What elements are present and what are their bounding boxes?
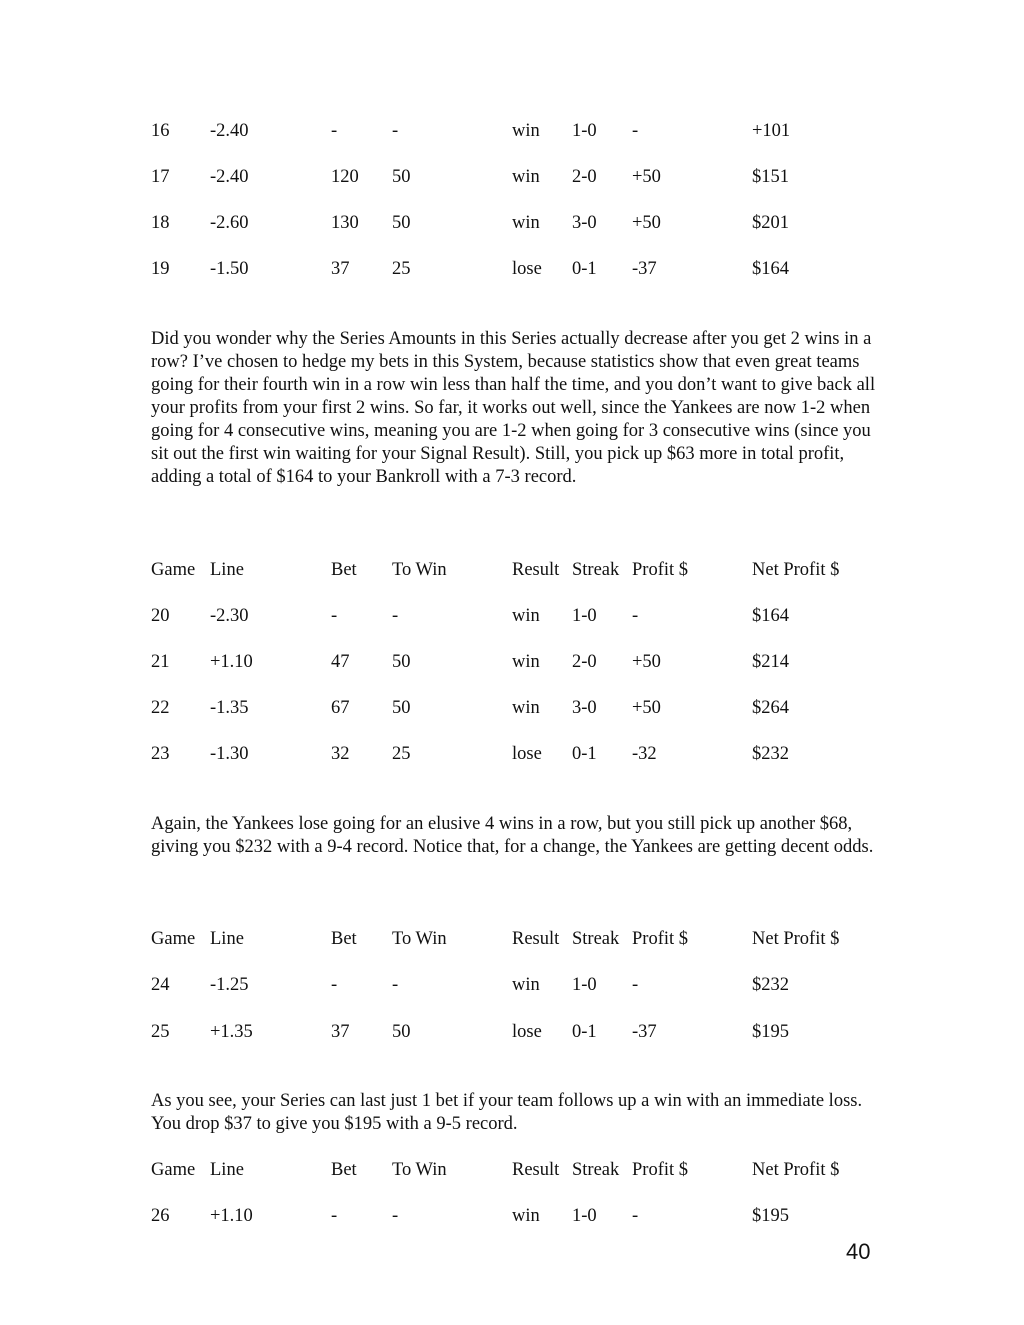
bet-cell: 130: [331, 213, 359, 233]
profit-cell: -37: [632, 1022, 657, 1042]
line-cell: -2.30: [210, 606, 249, 626]
to-win-cell: -: [392, 1206, 399, 1226]
header-to-win: To Win: [392, 560, 447, 580]
profit-cell: +50: [632, 167, 661, 187]
header-streak: Streak: [572, 929, 620, 949]
header-streak: Streak: [572, 560, 620, 580]
game-cell: 19: [151, 259, 170, 279]
net-profit-cell: $195: [752, 1022, 789, 1042]
bet-cell: 37: [331, 1022, 350, 1042]
game-cell: 26: [151, 1206, 170, 1226]
result-cell: win: [512, 975, 540, 995]
result-cell: win: [512, 652, 540, 672]
game-cell: 25: [151, 1022, 170, 1042]
to-win-cell: -: [392, 121, 399, 141]
header-result: Result: [512, 1160, 560, 1180]
to-win-cell: 25: [392, 259, 411, 279]
net-profit-cell: $232: [752, 744, 789, 764]
bet-cell: -: [331, 975, 338, 995]
game-cell: 20: [151, 606, 170, 626]
header-result: Result: [512, 929, 560, 949]
table-row: [151, 257, 891, 281]
to-win-cell: -: [392, 606, 399, 626]
net-profit-cell: $164: [752, 606, 789, 626]
net-profit-cell: $151: [752, 167, 789, 187]
streak-cell: 3-0: [572, 213, 597, 233]
body-paragraph: As you see, your Series can last just 1 bet if your team follows up a win with an immediate loss. You drop $37 to give you $195 with a 9-5 record.: [151, 1091, 863, 1134]
bet-cell: 47: [331, 652, 350, 672]
line-cell: -2.40: [210, 121, 249, 141]
game-cell: 23: [151, 744, 170, 764]
page-number: 40: [846, 1239, 871, 1264]
net-profit-cell: $201: [752, 213, 789, 233]
game-cell: 22: [151, 698, 170, 718]
header-game: Game: [151, 1160, 196, 1180]
profit-cell: -: [632, 975, 639, 995]
result-cell: win: [512, 213, 540, 233]
header-net-profit: Net Profit $: [752, 929, 840, 949]
body-paragraph: Again, the Yankees lose going for an elusive 4 wins in a row, but you still pick up another $68, giving you $232 with a 9-4 record. Notice that, for a change, the Yankees are getting decent odds.: [151, 814, 874, 857]
header-streak: Streak: [572, 1160, 620, 1180]
table-row: [151, 742, 891, 766]
table-row: [151, 650, 891, 674]
header-bet: Bet: [331, 560, 357, 580]
header-profit: Profit $: [632, 1160, 689, 1180]
to-win-cell: 25: [392, 744, 411, 764]
streak-cell: 1-0: [572, 121, 597, 141]
game-cell: 21: [151, 652, 170, 672]
net-profit-cell: $214: [752, 652, 789, 672]
header-profit: Profit $: [632, 560, 689, 580]
result-cell: lose: [512, 1022, 542, 1042]
bet-cell: -: [331, 606, 338, 626]
header-game: Game: [151, 560, 196, 580]
header-result: Result: [512, 560, 560, 580]
table-header-row: [151, 927, 891, 951]
table-row: [151, 165, 891, 189]
bet-cell: 37: [331, 259, 350, 279]
game-cell: 16: [151, 121, 170, 141]
streak-cell: 0-1: [572, 1022, 597, 1042]
header-to-win: To Win: [392, 929, 447, 949]
net-profit-cell: $164: [752, 259, 789, 279]
header-bet: Bet: [331, 1160, 357, 1180]
header-to-win: To Win: [392, 1160, 447, 1180]
result-cell: lose: [512, 259, 542, 279]
streak-cell: 1-0: [572, 606, 597, 626]
to-win-cell: 50: [392, 698, 411, 718]
bet-cell: -: [331, 121, 338, 141]
table-row: [151, 211, 891, 235]
line-cell: -1.30: [210, 744, 249, 764]
line-cell: -1.35: [210, 698, 249, 718]
streak-cell: 2-0: [572, 652, 597, 672]
header-profit: Profit $: [632, 929, 689, 949]
line-cell: +1.10: [210, 1206, 253, 1226]
game-cell: 24: [151, 975, 170, 995]
net-profit-cell: $232: [752, 975, 789, 995]
table-row: [151, 119, 891, 143]
bet-cell: 120: [331, 167, 359, 187]
net-profit-cell: $195: [752, 1206, 789, 1226]
net-profit-cell: $264: [752, 698, 789, 718]
to-win-cell: 50: [392, 167, 411, 187]
line-cell: -2.60: [210, 213, 249, 233]
header-line: Line: [210, 929, 244, 949]
table-row: [151, 1204, 891, 1228]
streak-cell: 0-1: [572, 744, 597, 764]
table-row: [151, 973, 891, 997]
table-row: [151, 604, 891, 628]
bet-cell: 67: [331, 698, 350, 718]
table-row: [151, 1020, 891, 1044]
line-cell: -2.40: [210, 167, 249, 187]
header-net-profit: Net Profit $: [752, 560, 840, 580]
profit-cell: -: [632, 1206, 639, 1226]
profit-cell: +50: [632, 698, 661, 718]
streak-cell: 3-0: [572, 698, 597, 718]
net-profit-cell: +101: [752, 121, 791, 141]
bet-cell: 32: [331, 744, 350, 764]
header-net-profit: Net Profit $: [752, 1160, 840, 1180]
line-cell: +1.35: [210, 1022, 253, 1042]
game-cell: 18: [151, 213, 170, 233]
header-line: Line: [210, 1160, 244, 1180]
line-cell: -1.25: [210, 975, 249, 995]
header-game: Game: [151, 929, 196, 949]
to-win-cell: -: [392, 975, 399, 995]
to-win-cell: 50: [392, 1022, 411, 1042]
game-cell: 17: [151, 167, 170, 187]
result-cell: win: [512, 167, 540, 187]
result-cell: win: [512, 121, 540, 141]
profit-cell: +50: [632, 652, 661, 672]
result-cell: win: [512, 1206, 540, 1226]
streak-cell: 0-1: [572, 259, 597, 279]
body-paragraph: Did you wonder why the Series Amounts in this Series actually decrease after you get 2 wins in a row? I’ve chosen to hedge my bets in this System, because statistics show that even great teams going for their fourth win in a row win less than half the time, and you don’t want to give back all your profits from your first 2 wins. So far, it works out well, since the Yankees are now 1-2 when going for 4 consecutive wins, meaning you are 1-2 when going for 3 consecutive wins (since you sit out the first win waiting for your Signal Result). Still, you pick up $63 more in total profit, adding a total of $164 to your Bankroll with a 7-3 record.: [151, 329, 876, 487]
header-line: Line: [210, 560, 244, 580]
profit-cell: +50: [632, 213, 661, 233]
streak-cell: 1-0: [572, 1206, 597, 1226]
to-win-cell: 50: [392, 652, 411, 672]
header-bet: Bet: [331, 929, 357, 949]
bet-cell: -: [331, 1206, 338, 1226]
table-header-row: [151, 558, 891, 582]
line-cell: -1.50: [210, 259, 249, 279]
streak-cell: 1-0: [572, 975, 597, 995]
profit-cell: -: [632, 121, 639, 141]
table-header-row: [151, 1158, 891, 1182]
result-cell: win: [512, 606, 540, 626]
result-cell: win: [512, 698, 540, 718]
streak-cell: 2-0: [572, 167, 597, 187]
table-row: [151, 696, 891, 720]
profit-cell: -32: [632, 744, 657, 764]
to-win-cell: 50: [392, 213, 411, 233]
profit-cell: -: [632, 606, 639, 626]
line-cell: +1.10: [210, 652, 253, 672]
result-cell: lose: [512, 744, 542, 764]
profit-cell: -37: [632, 259, 657, 279]
